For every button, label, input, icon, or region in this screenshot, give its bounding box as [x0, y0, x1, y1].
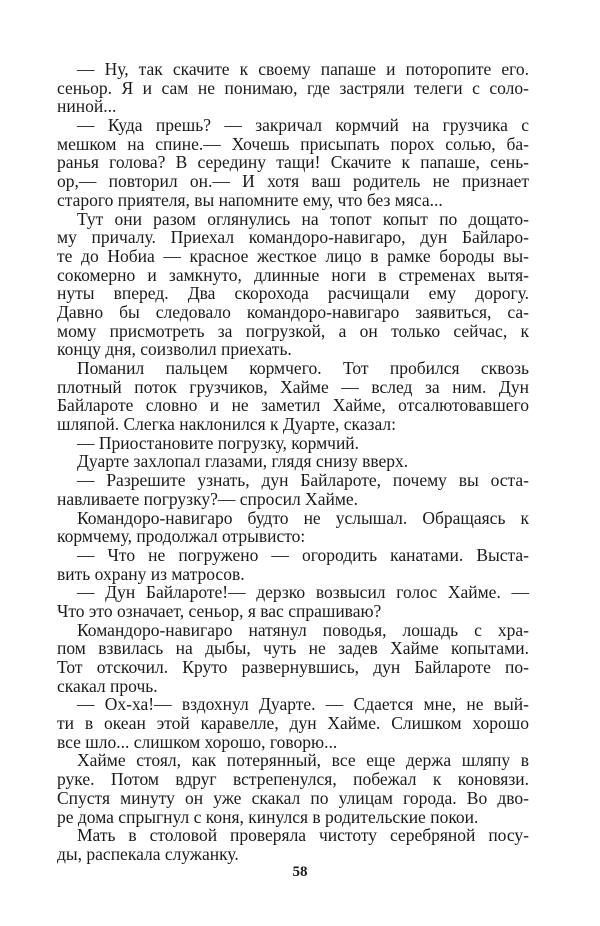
- text-line: ды, распекала служанку.: [57, 843, 239, 864]
- text-line: пом взвилась на дыбы, чуть не задев Хайме копытами.: [57, 638, 529, 659]
- text-line: ре дома спрыгнул с коня, кинулся в родительские покои.: [57, 806, 479, 827]
- text-line: ранья голова? В середину тащи! Скачите к папаше, сень-: [57, 152, 529, 173]
- text-line: руке. Потом вдруг встрепенулся, побежал к коновязи.: [57, 769, 529, 790]
- text-line: Байлароте словно и не заметил Хайме, отсалютовавшего: [57, 395, 529, 416]
- paragraph: [57, 452, 529, 471]
- paragraph: [57, 695, 529, 751]
- text-line: — Дун Байлароте!— дерзко возвысил голос Хайме. —: [77, 582, 529, 603]
- text-line: Поманил пальцем кормчего. Тот пробился сквозь: [77, 358, 529, 378]
- text-line: — Куда прешь? — закричал кормчий на грузчика с: [77, 115, 529, 136]
- text-line: Давно бы следовало командоро-навигаро заявиться, са-: [57, 301, 529, 322]
- paragraph: [57, 621, 529, 696]
- text-line: Что это означает, сеньор, я вас спрашиваю?: [57, 600, 382, 621]
- text-line: Хайме стоял, как потерянный, все еще держа шляпу в: [77, 750, 529, 771]
- text-line: скакал прочь.: [57, 675, 158, 696]
- text-line: навливаете погрузку?— спросил Хайме.: [57, 488, 359, 509]
- text-line: шляпой. Слегка наклонился к Дуарте, сказал:: [57, 414, 396, 435]
- text-line: старого приятеля, вы напомните ему, что без мяса...: [57, 189, 443, 210]
- paragraph: [57, 583, 529, 620]
- text-line: ти в океан этой каравелле, дун Хайме. Слишком хорошо: [57, 713, 529, 734]
- text-line: — Ох-ха!— вздохнул Дуарте. — Сдается мне, не вый-: [77, 694, 529, 715]
- book-page-text: [57, 60, 529, 864]
- text-line: нуты вперед. Два скорохода расчищали ему дорогу.: [57, 283, 529, 304]
- text-line: му причалу. Приехал командоро-навигаро, дун Байларо-: [57, 227, 529, 248]
- text-line: — Что не погружено — огородить канатами. Выста-: [77, 544, 529, 565]
- text-line: Тот отскочил. Круто развернувшись, дун Байлароте по-: [57, 657, 529, 677]
- text-line: — Приостановите погрузку, кормчий.: [77, 432, 360, 453]
- text-line: Командоро-навигаро натянул поводья, лошадь с хра-: [77, 619, 529, 640]
- text-line: ниной...: [57, 96, 117, 117]
- text-line: Спустя минуту он уже скакал по улицам города. Во дво-: [57, 787, 529, 808]
- text-line: сеньор. Я и сам не понимаю, где застряли телеги с соло-: [57, 77, 529, 98]
- text-line: Дуарте захлопал глазами, глядя снизу вверх.: [77, 451, 409, 472]
- text-line: Мать в столовой проверяла чистоту серебряной посу-: [77, 825, 529, 846]
- paragraph: [57, 546, 529, 583]
- paragraph: [57, 116, 529, 209]
- paragraph: [57, 359, 529, 434]
- paragraph: [57, 434, 529, 453]
- text-line: те до Нобиа — красное жесткое лицо в рамке бороды вы-: [57, 245, 529, 266]
- paragraph: [57, 509, 529, 546]
- page-number: 58: [292, 864, 308, 880]
- text-line: сокомерно и замкнуто, длинные ноги в стременах вытя-: [57, 264, 529, 285]
- text-line: все шло... слишком хорошо, говорю...: [57, 731, 338, 752]
- paragraph: [57, 210, 529, 360]
- paragraph: [57, 471, 529, 508]
- paragraph: [57, 826, 529, 863]
- text-line: концу дня, соизволил приехать.: [57, 339, 292, 360]
- text-line: ор,— повторил он.— И хотя ваш родитель не признает: [57, 171, 529, 192]
- text-line: мому присмотреть за погрузкой, а он только сейчас, к: [57, 320, 529, 341]
- text-line: кормчему, продолжал отрывисто:: [57, 526, 306, 547]
- paragraph: [57, 751, 529, 826]
- text-line: — Ну, так скачите к своему папаше и поторопите его.: [77, 59, 529, 79]
- text-line: вить охрану из матросов.: [57, 563, 245, 584]
- text-line: мешком на спине.— Хочешь присыпать порох солью, ба-: [57, 133, 529, 154]
- text-line: плотный поток грузчиков, Хайме — вслед за ним. Дун: [57, 376, 529, 397]
- text-line: — Разрешите узнать, дун Байлароте, почему вы оста-: [77, 470, 529, 491]
- paragraph: [57, 60, 529, 116]
- text-line: Тут они разом оглянулись на топот копыт по дощато-: [77, 208, 529, 229]
- text-line: Командоро-навигаро будто не услышал. Обращаясь к: [77, 507, 529, 528]
